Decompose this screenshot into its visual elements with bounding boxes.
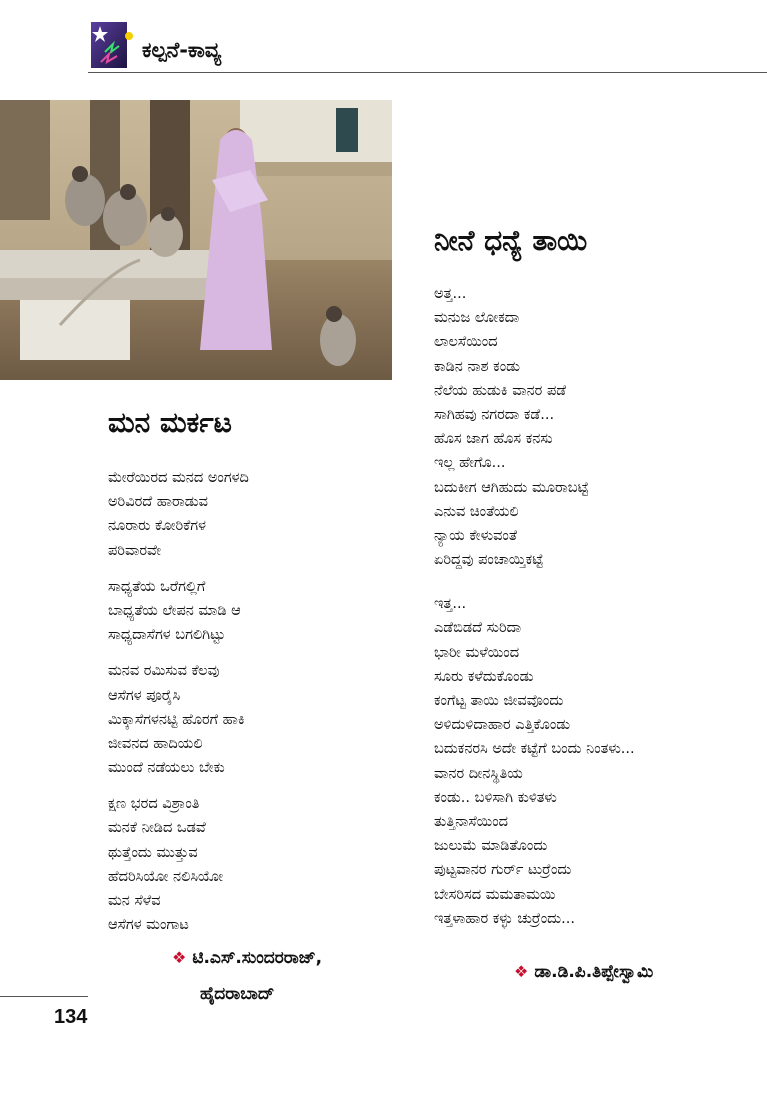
stanza	[434, 592, 635, 931]
poem-title-right: ನೀನೆ ಧನ್ಯೆ ತಾಯಿ	[434, 224, 588, 257]
poem-line: ಆಸೆಗಳ ಮಂಗಾಟ	[108, 917, 189, 934]
poem-line: ಬದುಕೀಗ ಆಗಿಹುದು ಮೂರಾಬಟ್ಟೆ	[434, 479, 589, 496]
poem-line: ಕಂಗೆಟ್ಟ ತಾಯಿ ಜೀವವೊಂದು	[434, 693, 564, 709]
poem-line: ಪುಟ್ಟವಾನರ ಗುರ್ರ್ ಟುರ್ರೆಂದು	[434, 862, 572, 879]
stanza	[108, 792, 249, 937]
poem-line: ಕ್ಷಣ ಭರದ ವಿಶ್ರಾಂತಿ	[108, 796, 200, 813]
poem-line: ಏರಿದ್ದವು ಪಂಚಾಯ್ತಿಕಟ್ಟೆ	[434, 552, 544, 569]
poem-line: ಭಾರೀ ಮಳೆಯಿಂದ	[434, 644, 520, 661]
photo-woman-feeding-monkeys	[0, 100, 392, 380]
poem-line: ಅತ್ತ...	[434, 286, 467, 302]
author-left-place: ಹೈದರಾಬಾದ್	[200, 984, 275, 1004]
poem-line: ಜೀವನದ ಹಾದಿಯಲಿ	[108, 735, 203, 752]
stanza	[108, 575, 249, 648]
author-name: ಡಾ.ಡಿ.ಪಿ.ತಿಪ್ಪೇಸ್ವಾಮಿ	[534, 962, 654, 982]
page-number: 134	[54, 1006, 88, 1028]
poem-line: ಕಂಡು.. ಬಳಿಸಾಗಿ ಕುಳಿತಳು	[434, 789, 557, 806]
header-divider	[88, 72, 767, 73]
poem-line: ನೂರಾರು ಕೋರಿಕೆಗಳ	[108, 518, 207, 535]
poem-line: ಕಾಡಿನ ನಾಶ ಕಂಡು	[434, 358, 520, 375]
poem-line: ಸಾಗಿಹವು ನಗರದಾ ಕಡೆ...	[434, 406, 555, 423]
poem-line: ಹೊಸ ಜಾಗ ಹೊಸ ಕನಸು	[434, 431, 553, 448]
author-left	[172, 948, 322, 968]
poem-line: ಥುತ್ತೆಂದು ಮುತ್ತುವ	[108, 844, 198, 861]
poem-line: ಸಾಧ್ಯದಾಸೆಗಳ ಬಗಲಿಗಿಟ್ಟು	[108, 627, 226, 644]
poem-title-left: ಮನ ಮರ್ಕಟ	[108, 406, 232, 439]
poem-line: ಬೇಸರಿಸದ ಮಮತಾಮಯಿ	[434, 886, 556, 903]
poem-line: ಮನವ ರಮಿಸುವ ಕೆಲವು	[108, 663, 220, 680]
poem-line: ನೆಲೆಯ ಹುಡುಕಿ ವಾನರ ಪಡೆ	[434, 382, 567, 399]
stanza	[434, 282, 635, 572]
poem-line: ಆಸೆಗಳ ಪೂರೈಸಿ	[108, 687, 181, 704]
poem-line: ನ್ಯಾಯ ಕೇಳುವಂತೆ	[434, 527, 518, 544]
poem-line: ಎನುವ ಚಿಂತೆಯಲಿ	[434, 503, 519, 520]
stanza	[108, 466, 249, 563]
poem-line: ಅಳಿದುಳಿದಾಹಾರ ಎತ್ತಿಕೊಂಡು	[434, 717, 571, 734]
poem-line: ಇತ್ತಳಾಹಾರ ಕಳ್ಳು ಚುರ್ರೆಂದು...	[434, 910, 575, 927]
footer-divider	[0, 996, 88, 997]
poem-line: ಮುಂದೆ ನಡೆಯಲು ಬೇಕು	[108, 760, 225, 777]
poem-line: ತುತ್ತಿನಾಸೆಯಿಂದ	[434, 813, 509, 830]
poem-line: ಮಿಕ್ಕಾಸೆಗಳನಟ್ಟಿ ಹೊರಗೆ ಹಾಕಿ	[108, 711, 245, 728]
poem-line: ಅರಿವಿರದೆ ಹಾರಾಡುವ	[108, 494, 208, 511]
poem-line: ಬದುಕನರಸಿ ಅದೇ ಕಟ್ಟೆಗೆ ಬಂದು ನಿಂತಳು...	[434, 741, 635, 758]
stanza	[108, 659, 249, 780]
diamond-bullet-icon: ❖	[514, 962, 529, 981]
poem-line: ಜುಲುಮೆ ಮಾಡಿತೊಂದು	[434, 838, 548, 855]
poem-line: ವಾನರ ದೀನಸ್ಥಿತಿಯ	[434, 765, 523, 782]
poem-line: ಮೇರೆಯಿರದ ಮನದ ಅಂಗಳದಿ	[108, 470, 249, 486]
section-title: ಕಲ್ಪನೆ-ಕಾವ್ಯ	[142, 38, 222, 62]
section-logo-icon	[91, 22, 133, 70]
poem-line: ಸೂರು ಕಳೆದುಕೊಂಡು	[434, 668, 534, 685]
poem-line: ಮನ ಸೆಳೆವ	[108, 893, 161, 909]
poem-body-right	[434, 282, 635, 931]
author-name: ಟಿ.ಎಸ್.ಸುಂದರರಾಜ್,	[192, 948, 323, 968]
poem-body-left	[108, 466, 249, 937]
poem-line: ಬಾಧ್ಯತೆಯ ಲೇಪನ ಮಾಡಿ ಆ	[108, 602, 241, 619]
poem-line: ಇಲ್ಲ ಹೇಗೊ...	[434, 455, 506, 472]
poem-line: ಮನಕೆ ನೀಡಿದ ಒಡವೆ	[108, 820, 206, 837]
poem-line: ಇತ್ತ...	[434, 596, 467, 613]
poem-line: ಪರಿವಾರವೇ	[108, 542, 162, 559]
poem-line: ಎಡೆಬಿಡದೆ ಸುರಿದಾ	[434, 620, 522, 637]
poem-line: ಮನುಜ ಲೋಕದಾ	[434, 310, 520, 327]
poem-line: ಸಾಧ್ಯತೆಯ ಒರೆಗಲ್ಲಿಗೆ	[108, 578, 206, 595]
poem-line: ಹೆದರಿಸಿಯೋ ನಲಿಸಿಯೋ	[108, 868, 224, 885]
poem-line: ಲಾಲಸೆಯಿಂದ	[434, 334, 498, 351]
author-right	[514, 962, 653, 982]
diamond-bullet-icon: ❖	[172, 948, 187, 967]
